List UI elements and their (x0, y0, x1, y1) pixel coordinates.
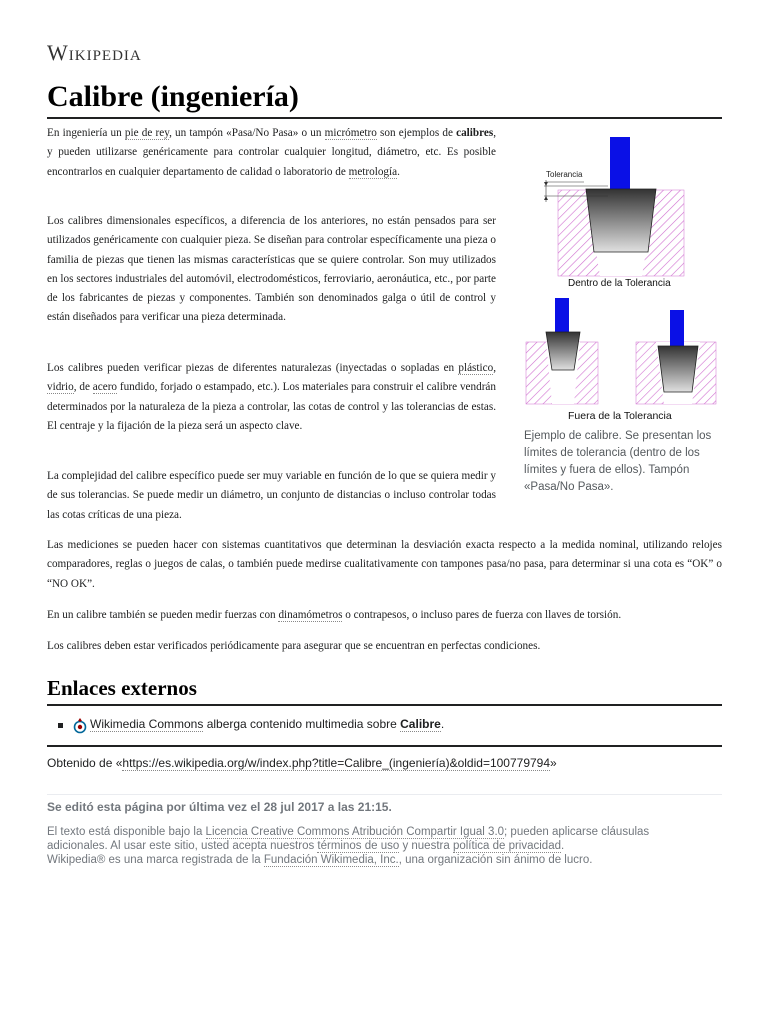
link-metrologia[interactable]: metrología (348, 165, 398, 178)
gauge-handle-right (670, 310, 684, 346)
link-dinamometros[interactable]: dinamómetros (278, 609, 343, 621)
label-fuera: Fuera de la Tolerancia (568, 410, 672, 422)
commons-icon (72, 717, 88, 735)
title-underline (47, 117, 722, 119)
license-line-1: El texto está disponible bajo la Licencia Creative Commons Atribución Compartir Igual 3.0; pueden aplicarse cláusulas (47, 826, 650, 838)
link-plastico[interactable]: plástico (458, 362, 494, 374)
link-calibre-commons[interactable]: Calibre (400, 717, 441, 731)
section-underline (47, 704, 722, 706)
link-permanent-url[interactable]: https://es.wikipedia.org/w/index.php?title=Calibre_(ingeniería)&oldid=100779794 (122, 756, 551, 770)
retrieved-from: Obtenido de «https://es.wikipedia.org/w/index.php?title=Calibre_(ingeniería)&oldid=100779794» (47, 756, 557, 770)
gauge-figure[interactable] (524, 134, 724, 429)
license-line-3: Wikipedia® es una marca registrada de la Fundación Wikimedia, Inc., una organización sin ánimo de lucro. (47, 854, 593, 866)
paragraph-fuerzas: En un calibre también se pueden medir fuerzas con dinamómetros o contrapesos, o incluso pares de fuerza con llaves de torsión. (47, 609, 622, 621)
link-wikimedia-commons[interactable]: Wikimedia Commons (90, 717, 204, 731)
list-bullet (58, 723, 63, 728)
page-title: Calibre (ingeniería) (47, 80, 299, 113)
link-terms-of-use[interactable]: términos de uso (317, 840, 400, 852)
link-wikimedia-foundation[interactable]: Fundación Wikimedia, Inc. (263, 854, 399, 866)
wikipedia-wordmark[interactable]: Wikipedia (47, 40, 142, 65)
link-acero[interactable]: acero (92, 381, 118, 394)
content-end-rule (47, 745, 722, 747)
footer-license (47, 825, 727, 867)
label-dentro: Dentro de la Tolerancia (568, 278, 671, 289)
link-pie-de-rey[interactable]: pie de rey (124, 127, 170, 139)
license-line-2: adicionales. Al usar este sitio, usted acepta nuestros términos de uso y nuestra política de privacidad. (47, 840, 565, 852)
paragraph-especificos: Los calibres dimensionales específicos, a diferencia de los anteriores, no están pensados para ser utilizados genéricamente con cualquier pieza. Se diseñan para controlar específicamente una pieza o familia de piezas que tienen las mismas características que se quiere controlar. Son muy utilizados en los sectores industriales del automóvil, electrodomésticos, ferroviario, aeronáutica, etc., por parte de los fabricantes de piezas y componentes. También son denominados galga o útil de control y están diseñados para verificar una pieza determinada. (47, 215, 496, 324)
paragraph-intro: En ingeniería un pie de rey, un tampón «Pasa/No Pasa» o un micrómetro son ejemplos de calibres, y pueden utilizarse genéricamente para controlar cualquier longitud, diámetro, etc. Es posible encontrarlos en cualquier departamento de calidad o laboratorio de metrología. (47, 127, 496, 178)
label-tolerancia: Tolerancia (546, 170, 583, 179)
section-heading-enlaces: Enlaces externos (47, 676, 197, 700)
gauge-handle-left (555, 298, 569, 334)
paragraph-complejidad: La complejidad del calibre específico puede ser muy variable en función de lo que se quiera medir y de sus tolerancias. Se puede medir un diámetro, un conjunto de distancias o incluso controlar todas las cotas críticas de una pieza. (47, 470, 496, 521)
paragraph-mediciones: Las mediciones se pueden hacer con sistemas cuantitativos que determinan la desviación exacta respecto a la medida nominal, utilizando relojes comparadores, reglas o juegos de calas, o también puede medirse cualitativamente con tampones pasa/no pasa, para determinar si una cota es “OK” o “NO OK”. (47, 539, 722, 590)
gauge-plug-top (586, 189, 656, 252)
link-privacy-policy[interactable]: política de privacidad (452, 840, 561, 852)
figure-caption: Ejemplo de calibre. Se presentan los límites de tolerancia (dentro de los límites y fuera de ellos). Tampón «Pasa/No Pasa». (524, 430, 712, 493)
link-cc-license[interactable]: Licencia Creative Commons Atribución Compartir Igual 3.0 (205, 826, 505, 838)
paragraph-materiales: Los calibres pueden verificar piezas de diferentes naturalezas (inyectadas o sopladas en plástico, vidrio, de acero fundido, forjado o estampado, etc.). Los materiales para construir el calibre vendrán determinados por la naturaleza de la pieza a controlar, las cotas de control y las tolerancias de estas. El centraje y la fijación de la pieza será un aspecto clave. (47, 362, 496, 432)
link-vidrio[interactable]: vidrio (47, 381, 74, 394)
commons-list-item: Wikimedia Commons alberga contenido multimedia sobre Calibre. (90, 717, 445, 731)
link-micrometro[interactable]: micrómetro (324, 127, 377, 139)
paragraph-verificacion: Los calibres deben estar verificados periódicamente para asegurar que se encuentran en perfectas condiciones. (47, 640, 541, 652)
last-edited: Se editó esta página por última vez el 28 jul 2017 a las 21:15. (47, 800, 392, 814)
gauge-plug-left (546, 332, 580, 370)
gauge-handle-top (610, 137, 630, 189)
footer-divider (47, 794, 722, 795)
gauge-plug-right (658, 346, 698, 392)
